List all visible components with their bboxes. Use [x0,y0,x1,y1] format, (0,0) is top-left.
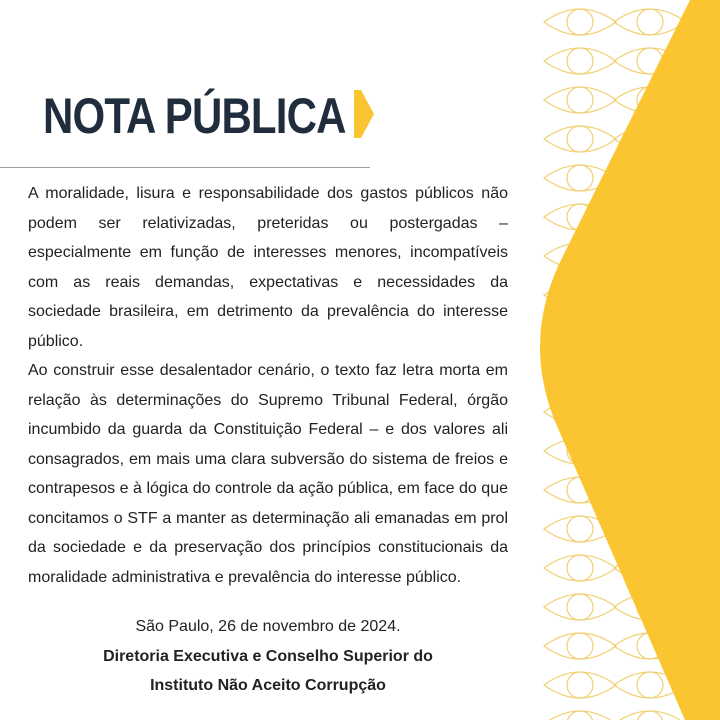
eye-iris-icon [637,9,663,35]
eye-outline-icon [544,87,616,113]
eye-iris-icon [567,633,593,659]
eye-iris-icon [567,9,593,35]
signatory-line-1: Diretoria Executiva e Conselho Superior do [103,647,433,665]
eye-iris-icon [637,672,663,698]
eye-outline-icon [544,126,616,152]
eye-outline-icon [544,555,616,581]
page-title: NOTA PÚBLICA [43,88,346,144]
eye-outline-icon [544,711,616,720]
chevron-right-icon [354,90,374,138]
paragraph-2: Ao construir esse desalentador cenário, o texto faz letra morta em relação às determinações do Supremo Tribunal Federal, órgão incumbido da guarda da Constituição Federal – e dos valores ali consagrados, em mais uma clara subversão do sistema de freios e contrapesos e à lógica do controle da ação pública, em face do que concitamos o STF a manter as determinação ali emanadas em prol da sociedade e da preservação dos princípios constitucionais da moralidade administrativa e prevalência do interesse público. [28,362,508,586]
eye-outline-icon [544,9,616,35]
eye-iris-icon [567,87,593,113]
eye-iris-icon [567,126,593,152]
eye-outline-icon [544,633,616,659]
eye-iris-icon [567,594,593,620]
eye-iris-icon [567,516,593,542]
yellow-arrow-shape [540,0,720,720]
eye-iris-icon [567,48,593,74]
eye-iris-icon [567,672,593,698]
place-date: São Paulo, 26 de novembro de 2024. [135,618,401,635]
note-body [28,179,508,592]
signature-block [28,612,508,701]
eye-outline-icon [614,711,686,720]
header [43,84,403,148]
eye-outline-icon [544,672,616,698]
eye-iris-icon [567,555,593,581]
eye-iris-icon [567,165,593,191]
eye-outline-icon [544,48,616,74]
paragraph-1: A moralidade, lisura e responsabilidade dos gastos públicos não podem ser relativizadas, preteridas ou postergadas – especialmente em função de interesses menores, incompatíveis com as reais demandas, expectativas e necessidades da sociedade brasileira, em detrimento da prevalência do interesse público. [28,185,508,350]
signatory-line-2: Instituto Não Aceito Corrupção [150,677,386,694]
divider [0,167,370,168]
eye-outline-icon [544,594,616,620]
